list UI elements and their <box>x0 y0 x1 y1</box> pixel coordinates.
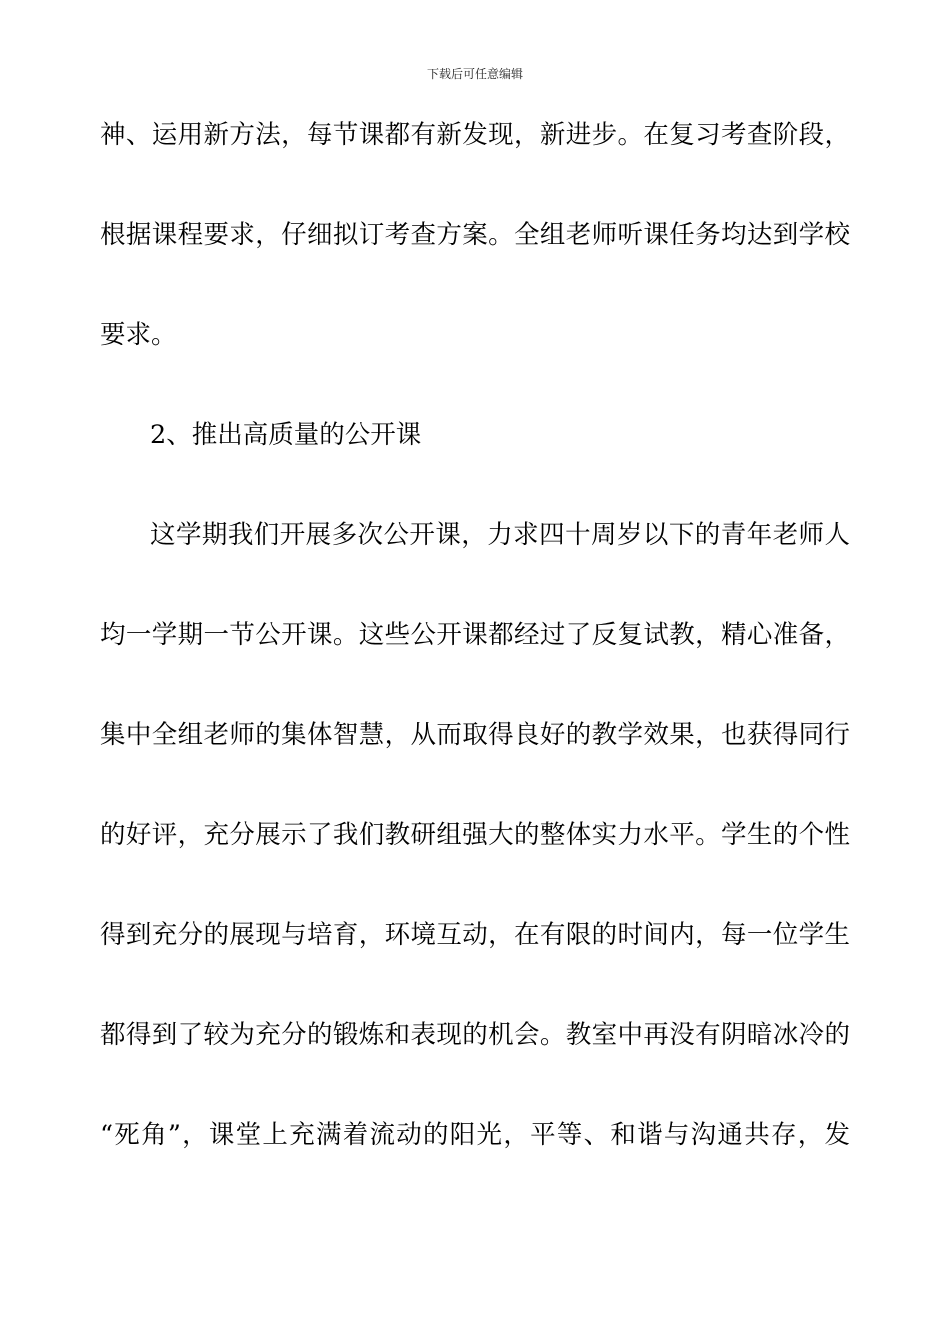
body-line: 这学期我们开展多次公开课，力求四十周岁以下的青年老师人 <box>150 520 850 550</box>
body-line: 要求。 <box>100 320 177 350</box>
section-heading: 2、推出高质量的公开课 <box>150 420 422 450</box>
page-header: 下载后可任意编辑 <box>426 67 523 81</box>
body-line: “死角”，课堂上充满着流动的阳光，平等、和谐与沟通共存，发 <box>100 1120 850 1150</box>
body-line: 神、运用新方法，每节课都有新发现，新进步。在复习考查阶段， <box>100 120 850 150</box>
body-line: 均一学期一节公开课。这些公开课都经过了反复试教，精心准备， <box>100 620 850 650</box>
body-line: 的好评，充分展示了我们教研组强大的整体实力水平。学生的个性 <box>100 820 850 850</box>
body-line: 根据课程要求，仔细拟订考查方案。全组老师听课任务均达到学校 <box>100 220 850 250</box>
body-line: 得到充分的展现与培育，环境互动，在有限的时间内，每一位学生 <box>100 920 850 950</box>
body-line: 都得到了较为充分的锻炼和表现的机会。教室中再没有阴暗冰冷的 <box>100 1020 850 1050</box>
body-line: 集中全组老师的集体智慧，从而取得良好的教学效果，也获得同行 <box>100 720 850 750</box>
